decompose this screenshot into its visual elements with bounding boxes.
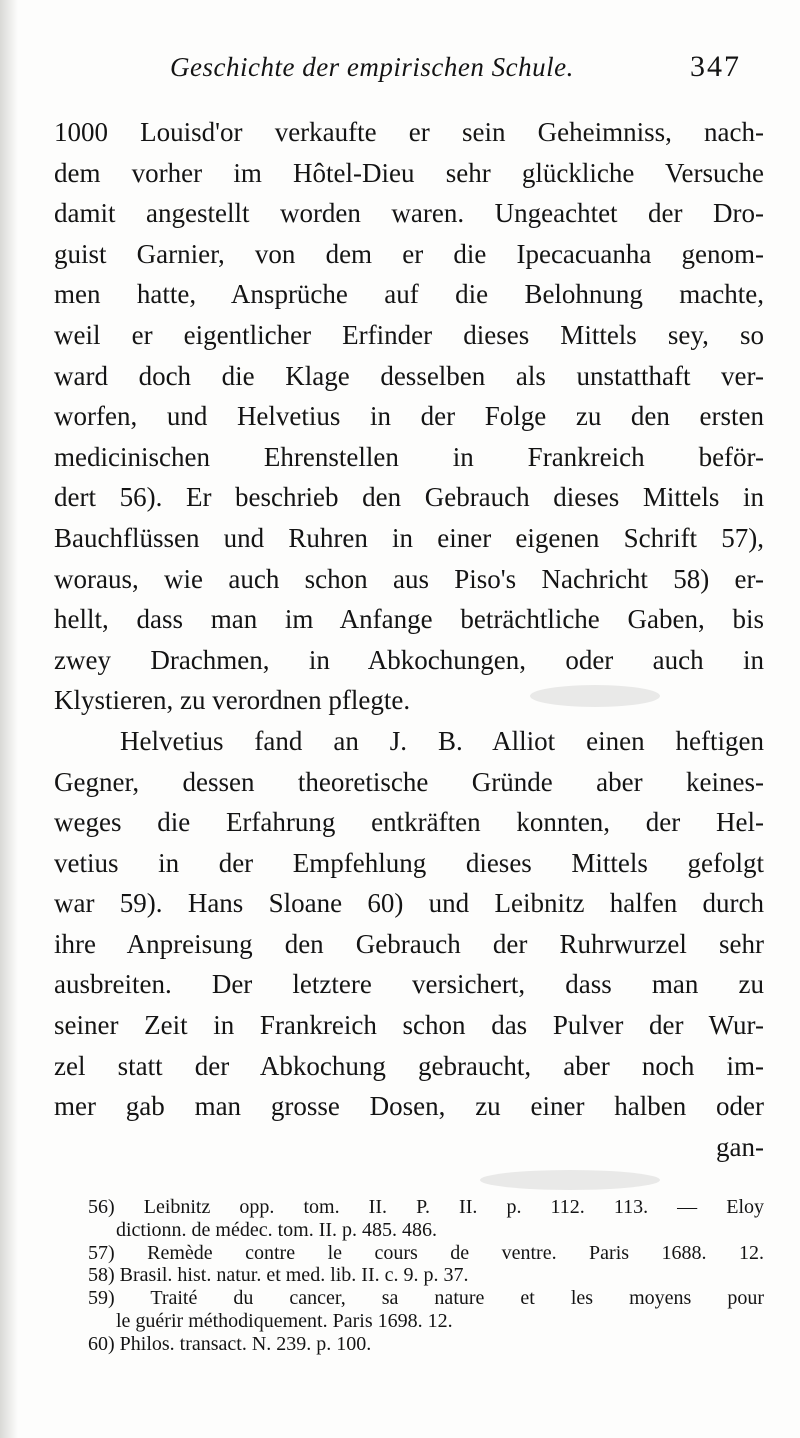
footnote-56: 56) Leibnitz opp. tom. II. P. II. p. 112. 113. — Eloy: [88, 1196, 764, 1218]
ink-bleed-mark: [480, 1170, 660, 1190]
body-line: dem vorher im Hôtel-Dieu sehr glückliche Versuche: [54, 157, 764, 188]
footnote-60: 60) Philos. transact. N. 239. p. 100.: [88, 1332, 372, 1355]
body-line: war 59). Hans Sloane 60) und Leibnitz halfen durch: [54, 888, 764, 919]
body-line: dert 56). Er beschrieb den Gebrauch dieses Mittels in: [54, 482, 764, 513]
running-head: [170, 52, 770, 92]
footnote-59-continuation: le guérir méthodiquement. Paris 1698. 12.: [116, 1309, 453, 1332]
body-line: 1000 Louisd'or verkaufte er sein Geheimniss, nach-: [54, 117, 764, 147]
body-line: Gegner, dessen theoretische Gründe aber keines-: [54, 766, 764, 797]
body-line: zwey Drachmen, in Abkochungen, oder auch in: [54, 644, 764, 675]
body-line: zel statt der Abkochung gebraucht, aber noch im-: [54, 1050, 764, 1081]
body-line: weil er eigentlicher Erfinder dieses Mittels sey, so: [54, 319, 764, 350]
footnote-56-continuation: dictionn. de médec. tom. II. p. 485. 486.: [116, 1218, 438, 1241]
body-line: ward doch die Klage desselben als unstatthaft ver-: [54, 360, 764, 391]
body-text: [54, 112, 764, 1167]
body-line: ihre Anpreisung den Gebrauch der Ruhrwurzel sehr: [54, 928, 764, 959]
body-line: weges die Erfahrung entkräften konnten, der Hel-: [54, 807, 764, 838]
body-line: seiner Zeit in Frankreich schon das Pulver der Wur-: [54, 1010, 764, 1041]
ink-bleed-mark: [530, 685, 660, 707]
catchword: gan-: [716, 1131, 764, 1162]
body-line: damit angestellt worden waren. Ungeachtet der Dro-: [54, 198, 764, 229]
body-line: mer gab man grosse Dosen, zu einer halben oder: [54, 1091, 764, 1122]
footnote-57: 57) Remède contre le cours de ventre. Paris 1688. 12.: [88, 1241, 764, 1264]
body-line: worfen, und Helvetius in der Folge zu den ersten: [54, 401, 764, 432]
body-line-paragraph-start: Helvetius fand an J. B. Alliot einen heftigen: [120, 725, 764, 756]
body-line: woraus, wie auch schon aus Piso's Nachricht 58) er-: [54, 563, 764, 594]
body-line: men hatte, Ansprüche auf die Belohnung machte,: [54, 279, 764, 310]
body-line: hellt, dass man im Anfange beträchtliche Gaben, bis: [54, 604, 764, 635]
footnotes: [88, 1196, 764, 1356]
footnote-59: 59) Traité du cancer, sa nature et les moyens pour: [88, 1287, 764, 1310]
page-number: 347: [690, 50, 741, 83]
body-line: medicinischen Ehrenstellen in Frankreich beför-: [54, 441, 764, 472]
body-line: guist Garnier, von dem er die Ipecacuanha genom-: [54, 238, 764, 269]
body-line: ausbreiten. Der letztere versichert, dass man zu: [54, 969, 764, 1000]
body-line-paragraph-end: Klystieren, zu verordnen pflegte.: [54, 685, 411, 716]
running-title: Geschichte der empirischen Schule.: [170, 52, 574, 82]
body-line: vetius in der Empfehlung dieses Mittels gefolgt: [54, 847, 764, 878]
footnote-58: 58) Brasil. hist. natur. et med. lib. II. c. 9. p. 37.: [88, 1264, 469, 1287]
page-gutter-shadow: [0, 0, 18, 1438]
body-line: Bauchflüssen und Ruhren in einer eigenen Schrift 57),: [54, 522, 764, 553]
